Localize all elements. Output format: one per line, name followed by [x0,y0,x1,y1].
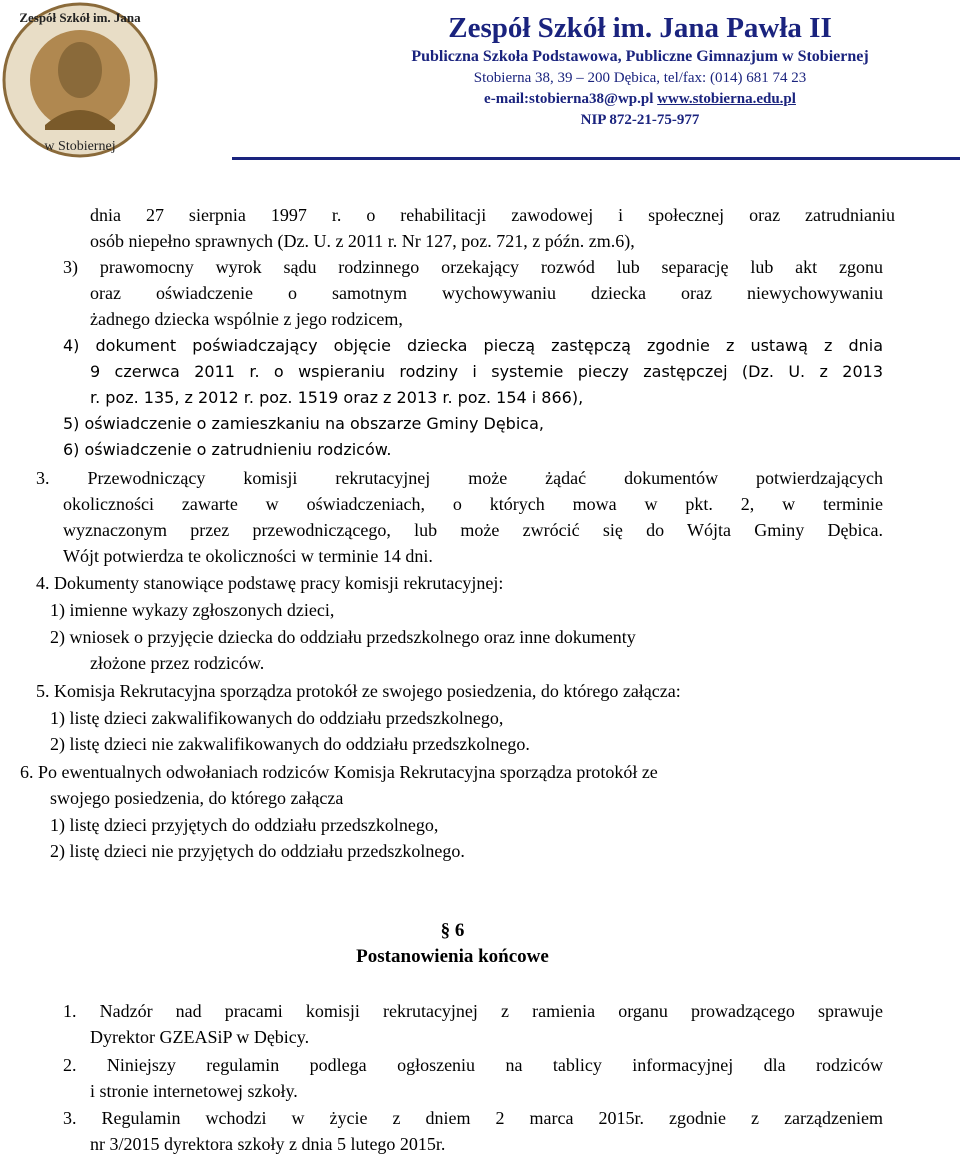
text-line: 3. Regulamin wchodzi w życie z dniem 2 marca 2015r. zgodnie z zarządzeniem [63,1108,883,1128]
text-line: 4) dokument poświadczający objęcie dziecka pieczą zastępczą zgodnie z ustawą z dnia [63,336,883,355]
text-line: 1) listę dzieci przyjętych do oddziału przedszkolnego, [50,815,439,835]
text-line: oraz oświadczenie o samotnym wychowywaniu dziecka oraz niewychowywaniu [90,283,883,303]
school-address: Stobierna 38, 39 – 200 Dębica, tel/fax: (014) 681 74 23 [473,70,807,86]
svg-text:Zespół Szkół im. Jana: Zespół Szkół im. Jana [19,10,141,25]
text-line: złożone przez rodziców. [90,653,265,673]
text-line: i stronie internetowej szkoły. [90,1081,298,1101]
school-logo [0,0,160,160]
text-line: 2) wniosek o przyjęcie dziecka do oddziału przedszkolnego oraz inne dokumenty [50,627,636,647]
text-line: osób niepełno sprawnych (Dz. U. z 2011 r. Nr 127, poz. 721, z późn. zm.6), [90,231,635,251]
text-line: 2. Niniejszy regulamin podlega ogłoszeniu na tablicy informacyjnej dla rodziców [63,1055,883,1075]
website-link[interactable]: www.stobierna.edu.pl [657,91,796,107]
text-line: 1. Nadzór nad pracami komisji rekrutacyjnej z ramienia organu prowadzącego sprawuje [63,1001,883,1021]
text-line: 1) listę dzieci zakwalifikowanych do oddziału przedszkolnego, [50,708,504,728]
text-line: 6. Po ewentualnych odwołaniach rodziców Komisja Rekrutacyjna sporządza protokół ze [20,762,658,782]
contact-line [340,89,940,110]
nip-text: NIP 872-21-75-977 [580,112,700,128]
text-line: nr 3/2015 dyrektora szkoły z dnia 5 lutego 2015r. [90,1134,446,1154]
text-line: 3. Przewodniczący komisji rekrutacyjnej może żądać dokumentów potwierdzających [36,468,883,488]
text-line: Dyrektor GZEASiP w Dębicy. [90,1027,310,1047]
text-line: swojego posiedzenia, do którego załącza [50,788,344,808]
text-line: 2) listę dzieci nie zakwalifikowanych do oddziału przedszkolnego. [50,734,530,754]
text-line: r. poz. 135, z 2012 r. poz. 1519 oraz z 2013 r. poz. 154 i 866), [90,388,584,407]
section-number: § 6 [440,920,465,941]
text-line: 9 czerwca 2011 r. o wspieraniu rodziny i systemie pieczy zastępczej (Dz. U. z 2013 [90,362,883,381]
text-line: 5) oświadczenie o zamieszkaniu na obszarze Gminy Dębica, [63,414,544,433]
text-line: 1) imienne wykazy zgłoszonych dzieci, [50,600,335,620]
text-line: dnia 27 sierpnia 1997 r. o rehabilitacji zawodowej i społecznej oraz zatrudnianiu [90,205,895,225]
section-title: Postanowienia końcowe [356,946,549,967]
school-name: Zespół Szkół im. Jana Pawła II [448,12,832,44]
text-line: Wójt potwierdza te okoliczności w terminie 14 dni. [63,546,433,566]
text-line: 6) oświadczenie o zatrudnieniu rodziców. [63,440,392,459]
email-text: e-mail:stobierna38@wp.pl [484,91,654,107]
letterhead [340,10,940,131]
text-line: 4. Dokumenty stanowiące podstawę pracy komisji rekrutacyjnej: [36,573,504,593]
text-line: 2) listę dzieci nie przyjętych do oddziału przedszkolnego. [50,841,465,861]
text-line: 3) prawomocny wyrok sądu rodzinnego orzekający rozwód lub separację lub akt zgonu [63,257,883,277]
text-line: wyznaczonym przez przewodniczącego, lub może zwrócić się do Wójta Gminy Dębica. [63,520,883,540]
header-rule [232,157,960,160]
text-line: 5. Komisja Rekrutacyjna sporządza protokół ze swojego posiedzenia, do którego załącza: [36,681,681,701]
svg-text:w Stobiernej: w Stobiernej [44,139,116,154]
school-subtitle: Publiczna Szkoła Podstawowa, Publiczne Gimnazjum w Stobiernej [411,48,869,65]
text-line: żadnego dziecka wspólnie z jego rodzicem, [90,309,403,329]
text-line: okoliczności zawarte w oświadczeniach, o których mowa w pkt. 2, w terminie [63,494,883,514]
